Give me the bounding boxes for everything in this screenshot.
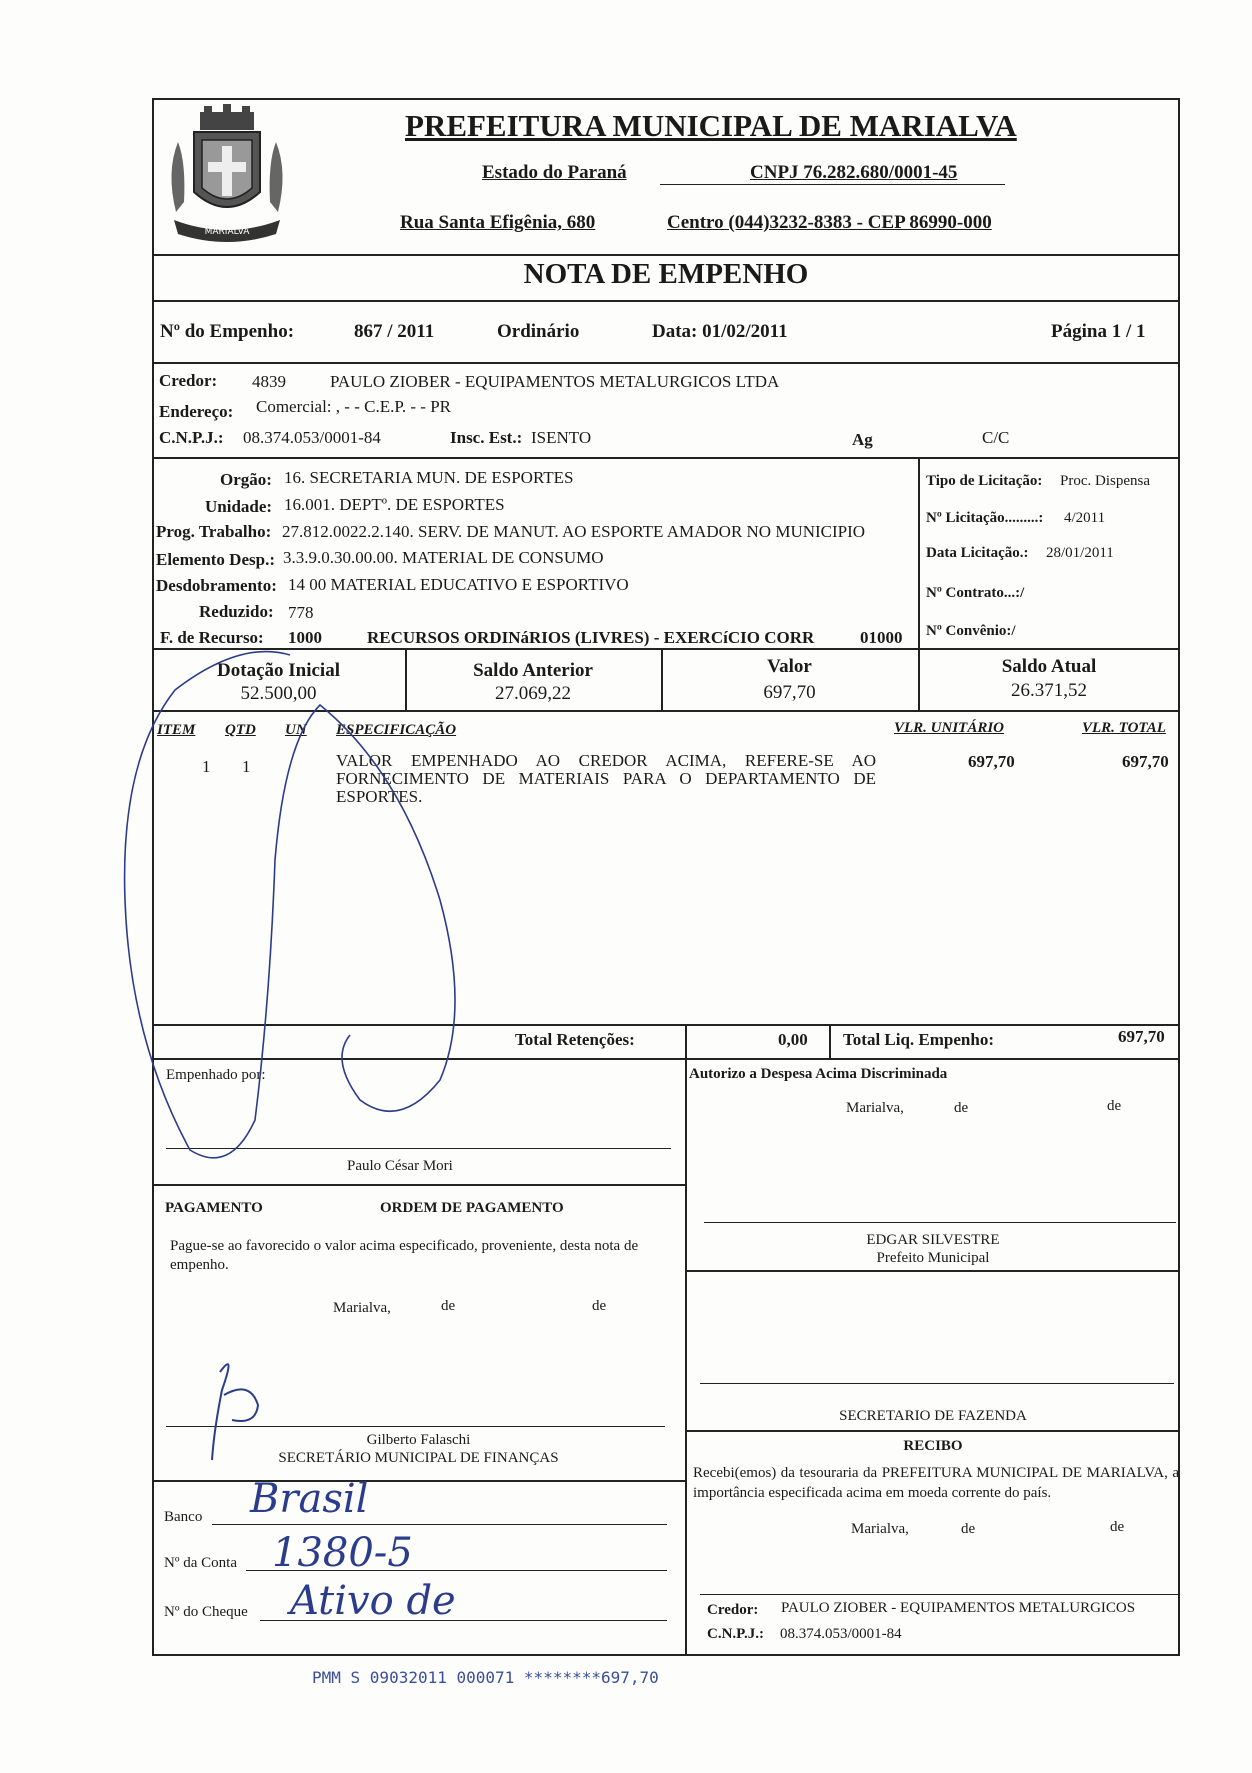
conta-line bbox=[246, 1570, 667, 1571]
recibo-title: RECIBO bbox=[903, 1438, 963, 1454]
municipality-cnpj: CNPJ 76.282.680/0001-45 bbox=[750, 162, 958, 183]
empenho-label: Nº do Empenho: bbox=[160, 321, 295, 342]
header-underline bbox=[660, 184, 1005, 185]
item-spec: VALOR EMPENHADO AO CREDOR ACIMA, REFERE-SE AO FORNECIMENTO DE MATERIAIS PARA O DEPARTAMENTO DE ESPORTES. bbox=[336, 751, 876, 806]
licitacao-number-label: Nº Licitação.........: bbox=[926, 510, 1044, 526]
col-item: ITEM bbox=[157, 722, 196, 738]
mechanical-stamp: PMM S 09032011 000071 ********697,70 bbox=[312, 1668, 659, 1687]
divider bbox=[152, 1184, 685, 1186]
desdobramento-label: Desdobramento: bbox=[156, 576, 277, 595]
credor-name: PAULO ZIOBER - EQUIPAMENTOS METALURGICOS LTDA bbox=[330, 372, 780, 391]
unidade-label: Unidade: bbox=[205, 497, 273, 516]
recurso-code: 01000 bbox=[860, 628, 903, 647]
col-spec: ESPECIFICAÇÃO bbox=[336, 722, 457, 738]
divider bbox=[829, 1024, 831, 1058]
desdobramento-value: 14 00 MATERIAL EDUCATIVO E ESPORTIVO bbox=[288, 575, 629, 594]
item-number: 1 bbox=[202, 757, 211, 776]
convenio-label: Nº Convênio:/ bbox=[926, 623, 1016, 639]
address-label: Endereço: bbox=[159, 402, 234, 421]
saldo-atual-label: Saldo Atual bbox=[1001, 656, 1097, 677]
retencoes-label: Total Retenções: bbox=[515, 1030, 635, 1049]
tipo-licitacao-label: Tipo de Licitação: bbox=[926, 473, 1043, 489]
divider bbox=[152, 1058, 1180, 1060]
prog-label: Prog. Trabalho: bbox=[156, 522, 272, 541]
divider bbox=[152, 1480, 685, 1482]
orgao-value: 16. SECRETARIA MUN. DE ESPORTES bbox=[284, 468, 574, 487]
item-qtd: 1 bbox=[242, 757, 251, 776]
financas-role: SECRETÁRIO MUNICIPAL DE FINANÇAS bbox=[278, 1450, 559, 1466]
recibo-de-2: de bbox=[1110, 1519, 1125, 1535]
saldo-anterior-value: 27.069,22 bbox=[495, 683, 571, 704]
svg-text:MARIALVA: MARIALVA bbox=[204, 227, 250, 237]
divider bbox=[685, 1024, 687, 1058]
liquid-value: 697,70 bbox=[1118, 1027, 1165, 1046]
cheque-handwritten: Ativo de bbox=[290, 1578, 456, 1624]
pagamento-de-2: de bbox=[592, 1298, 607, 1314]
cheque-line bbox=[260, 1620, 667, 1621]
pagamento-text: Pague-se ao favorecido o valor acima especificado, proveniente, desta nota de empenho. bbox=[170, 1238, 639, 1273]
elemento-label: Elemento Desp.: bbox=[156, 550, 275, 569]
pagamento-de-1: de bbox=[441, 1298, 456, 1314]
autorizo-label: Autorizo a Despesa Acima Discriminada bbox=[689, 1066, 948, 1082]
conta-label: Nº da Conta bbox=[164, 1555, 237, 1571]
recibo-place: Marialva, bbox=[851, 1521, 909, 1537]
divider bbox=[152, 362, 1180, 364]
licitacao-number-value: 4/2011 bbox=[1064, 510, 1106, 526]
liquid-label: Total Liq. Empenho: bbox=[843, 1030, 994, 1049]
licitacao-date-label: Data Licitação.: bbox=[926, 545, 1029, 561]
dotacao-value: 52.500,00 bbox=[240, 683, 317, 704]
recibo-credor-label: Credor: bbox=[707, 1602, 759, 1618]
saldo-anterior-label: Saldo Anterior bbox=[473, 660, 593, 681]
divider bbox=[152, 648, 918, 650]
ordem-pagamento-label: ORDEM DE PAGAMENTO bbox=[380, 1200, 564, 1216]
credor-ie: ISENTO bbox=[531, 428, 592, 447]
page-number: Página 1 / 1 bbox=[1051, 321, 1146, 342]
district-phone-cep: Centro (044)3232-8383 - CEP 86990-000 bbox=[667, 212, 992, 233]
credor-address: Comercial: , - - C.E.P. - - PR bbox=[256, 397, 452, 416]
recibo-cnpj: 08.374.053/0001-84 bbox=[780, 1626, 902, 1642]
retencoes-value: 0,00 bbox=[778, 1030, 808, 1049]
ie-label: Insc. Est.: bbox=[450, 428, 523, 447]
col-total: VLR. TOTAL bbox=[1082, 720, 1166, 736]
prefeito-name: EDGAR SILVESTRE bbox=[866, 1232, 1000, 1248]
banco-line bbox=[212, 1524, 667, 1525]
valor-label: Valor bbox=[767, 656, 812, 677]
cheque-label: Nº do Cheque bbox=[164, 1604, 248, 1620]
empenho-date: Data: 01/02/2011 bbox=[652, 321, 788, 342]
coat-of-arms-icon bbox=[156, 102, 298, 248]
reduzido-label: Reduzido: bbox=[199, 602, 274, 621]
recurso-value: 1000 bbox=[288, 628, 322, 647]
banco-handwritten: Brasil bbox=[250, 1476, 369, 1522]
recibo-credor: PAULO ZIOBER - EQUIPAMENTOS METALURGICOS bbox=[781, 1600, 1136, 1616]
ag-label: Ag bbox=[852, 430, 873, 449]
financas-signer: Gilberto Falaschi bbox=[366, 1432, 471, 1448]
municipality-title: PREFEITURA MUNICIPAL DE MARIALVA bbox=[405, 108, 1017, 143]
fazenda-label: SECRETARIO DE FAZENDA bbox=[839, 1408, 1027, 1424]
banco-label: Banco bbox=[164, 1509, 203, 1525]
divider bbox=[152, 710, 1180, 712]
empenhado-name: Paulo César Mori bbox=[347, 1158, 453, 1174]
pagamento-label: PAGAMENTO bbox=[165, 1200, 263, 1216]
contrato-label: Nº Contrato...:/ bbox=[926, 585, 1025, 601]
empenho-number: 867 / 2011 bbox=[354, 321, 435, 342]
credor-code: 4839 bbox=[252, 372, 286, 391]
divider bbox=[685, 1058, 687, 1656]
divider bbox=[918, 648, 1180, 650]
divider bbox=[152, 300, 1180, 302]
prog-value: 27.812.0022.2.140. SERV. DE MANUT. AO ESPORTE AMADOR NO MUNICIPIO bbox=[282, 522, 866, 541]
valor-value: 697,70 bbox=[763, 682, 816, 703]
autorizo-de-1: de bbox=[954, 1100, 969, 1116]
col-unit: VLR. UNITÁRIO bbox=[894, 720, 1005, 736]
signature-line bbox=[700, 1383, 1174, 1384]
item-total-value: 697,70 bbox=[1122, 752, 1169, 771]
item-unit-value: 697,70 bbox=[968, 752, 1015, 771]
recibo-text: Recebi(emos) da tesouraria da PREFEITURA MUNICIPAL DE MARIALVA, a importância especificada acima em moeda corrente do país. bbox=[693, 1465, 1179, 1501]
address: Rua Santa Efigênia, 680 bbox=[400, 212, 596, 233]
orgao-label: Orgão: bbox=[220, 470, 272, 489]
credor-label: Credor: bbox=[159, 371, 218, 390]
divider bbox=[152, 457, 1180, 459]
document-title: NOTA DE EMPENHO bbox=[523, 258, 809, 290]
autorizo-de-2: de bbox=[1107, 1098, 1122, 1114]
divider bbox=[700, 1594, 1178, 1595]
recibo-de-1: de bbox=[961, 1521, 976, 1537]
signature-line bbox=[166, 1148, 671, 1149]
pagamento-place: Marialva, bbox=[333, 1300, 391, 1316]
recibo-cnpj-label: C.N.P.J.: bbox=[707, 1626, 764, 1642]
recurso-desc: RECURSOS ORDINáRIOS (LIVRES) - EXERCíCIO CORR bbox=[367, 628, 815, 647]
divider bbox=[152, 1024, 1180, 1026]
recurso-label: F. de Recurso: bbox=[160, 628, 264, 647]
saldo-atual-value: 26.371,52 bbox=[1011, 680, 1087, 701]
prefeito-role: Prefeito Municipal bbox=[876, 1250, 990, 1266]
conta-handwritten: 1380-5 bbox=[272, 1530, 413, 1576]
tipo-licitacao-value: Proc. Dispensa bbox=[1060, 473, 1150, 489]
credor-cnpj: 08.374.053/0001-84 bbox=[243, 428, 381, 447]
cc-label: C/C bbox=[982, 428, 1010, 447]
col-un: UN bbox=[285, 722, 307, 738]
reduzido-value: 778 bbox=[288, 603, 314, 622]
dotacao-label: Dotação Inicial bbox=[217, 660, 340, 681]
elemento-value: 3.3.9.0.30.00.00. MATERIAL DE CONSUMO bbox=[283, 548, 604, 567]
state-name: Estado do Paraná bbox=[482, 162, 627, 183]
licitacao-date-value: 28/01/2011 bbox=[1046, 545, 1114, 561]
col-qtd: QTD bbox=[225, 722, 256, 738]
divider bbox=[685, 1430, 1180, 1432]
divider bbox=[152, 254, 1180, 256]
cnpj-label: C.N.P.J.: bbox=[159, 428, 224, 447]
empenhado-label: Empenhado por: bbox=[166, 1067, 266, 1083]
signature-line bbox=[166, 1426, 665, 1427]
empenho-type: Ordinário bbox=[497, 321, 580, 342]
divider bbox=[685, 1270, 1180, 1272]
unidade-value: 16.001. DEPTº. DE ESPORTES bbox=[284, 495, 505, 514]
signature-line bbox=[704, 1222, 1176, 1223]
autorizo-place: Marialva, bbox=[846, 1100, 904, 1116]
